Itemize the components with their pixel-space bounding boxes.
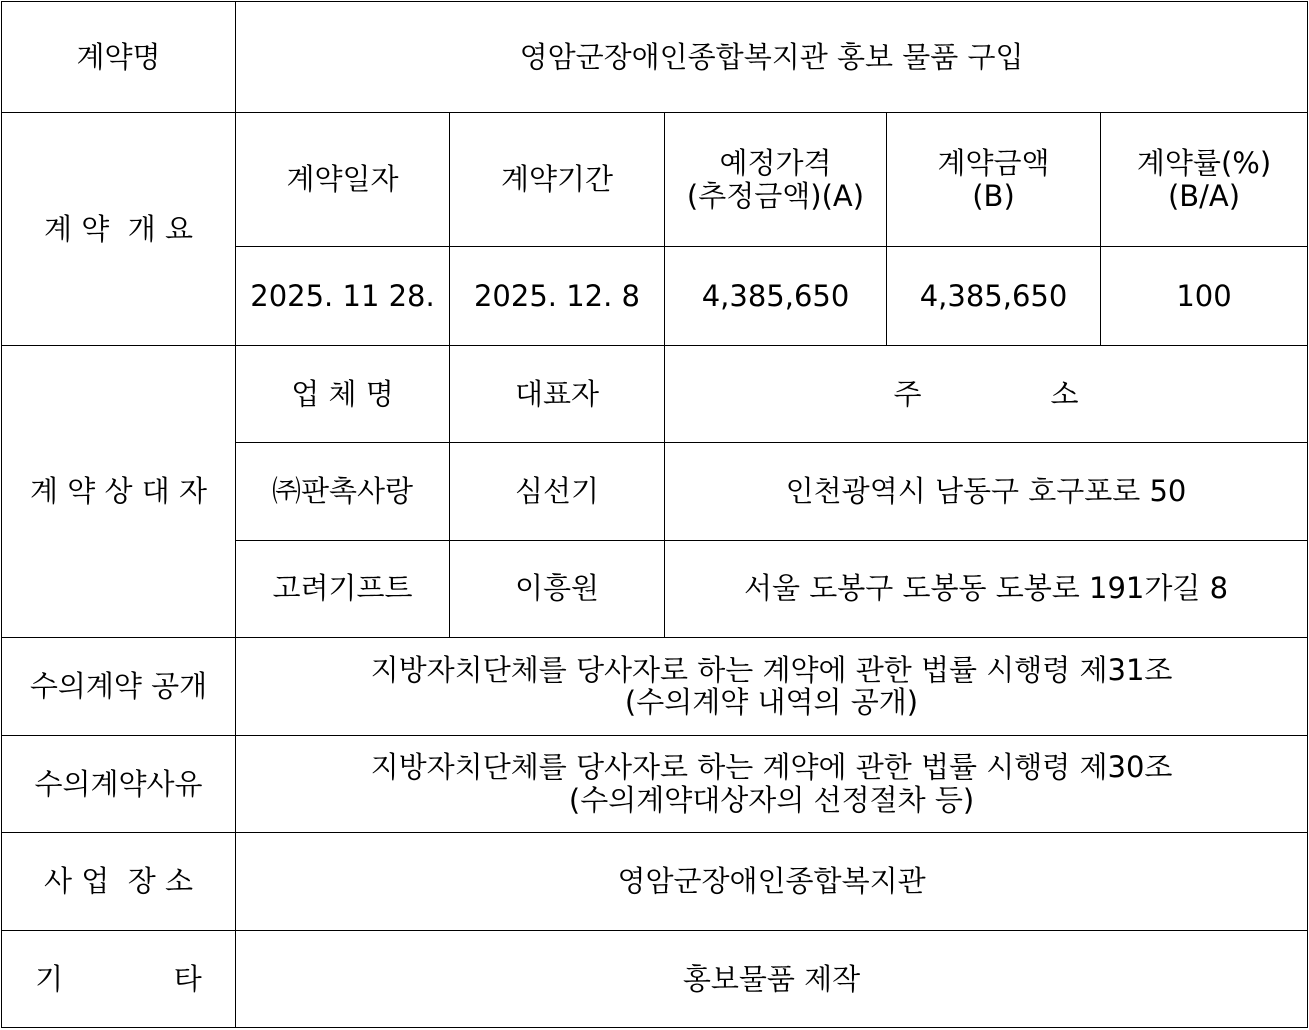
contract-disclosure-table bbox=[1, 1, 1308, 1028]
location-row bbox=[2, 832, 1308, 930]
overview-header-row bbox=[2, 113, 1308, 247]
contract-date-value: 2025. 11 28. bbox=[236, 247, 450, 346]
header-contract-amount-line2: (B) bbox=[972, 178, 1015, 213]
etc-row bbox=[2, 930, 1308, 1027]
disclosure-label: 수의계약 공개 bbox=[2, 637, 236, 735]
etc-value: 홍보물품 제작 bbox=[236, 930, 1308, 1027]
address-cell: 인천광역시 남동구 호구포로 50 bbox=[665, 443, 1308, 540]
contract-period-value: 2025. 12. 8 bbox=[450, 247, 665, 346]
reason-row bbox=[2, 735, 1308, 832]
reason-label: 수의계약사유 bbox=[2, 735, 236, 832]
header-contract-period: 계약기간 bbox=[450, 113, 665, 247]
reason-line2: (수의계약대상자의 선정절차 등) bbox=[568, 782, 975, 817]
header-company-name: 업 체 명 bbox=[236, 346, 450, 443]
header-address: 주 소 bbox=[665, 346, 1308, 443]
address-cell: 서울 도봉구 도봉동 도봉로 191가길 8 bbox=[665, 540, 1308, 637]
disclosure-value bbox=[236, 637, 1308, 735]
company-name-cell: 고려기프트 bbox=[236, 540, 450, 637]
header-estimated-price bbox=[665, 113, 887, 247]
header-contract-rate-line2: (B/A) bbox=[1167, 178, 1241, 213]
disclosure-line1: 지방자치단체를 당사자로 하는 계약에 관한 법률 시행령 제31조 bbox=[370, 652, 1173, 687]
contract-name-value: 영암군장애인종합복지관 홍보 물품 구입 bbox=[236, 2, 1308, 113]
contract-amount-value: 4,385,650 bbox=[887, 247, 1101, 346]
header-representative: 대표자 bbox=[450, 346, 665, 443]
header-contract-amount-line1: 계약금액 bbox=[937, 146, 1050, 181]
header-contract-date: 계약일자 bbox=[236, 113, 450, 247]
location-value: 영암군장애인종합복지관 bbox=[236, 832, 1308, 930]
counterparty-label: 계 약 상 대 자 bbox=[2, 346, 236, 637]
reason-value bbox=[236, 735, 1308, 832]
reason-line1: 지방자치단체를 당사자로 하는 계약에 관한 법률 시행령 제30조 bbox=[370, 750, 1173, 785]
contract-name-row bbox=[2, 2, 1308, 113]
representative-cell: 심선기 bbox=[450, 443, 665, 540]
counterparty-header-row bbox=[2, 346, 1308, 443]
header-estimated-price-line2: (추정금액)(A) bbox=[686, 178, 865, 213]
location-label: 사 업 장 소 bbox=[2, 832, 236, 930]
etc-label: 기 타 bbox=[2, 930, 236, 1027]
header-contract-rate-line1: 계약률(%) bbox=[1136, 146, 1272, 181]
header-contract-amount bbox=[887, 113, 1101, 247]
disclosure-row bbox=[2, 637, 1308, 735]
company-name-cell: ㈜판촉사랑 bbox=[236, 443, 450, 540]
header-contract-rate bbox=[1101, 113, 1308, 247]
contract-rate-value: 100 bbox=[1101, 247, 1308, 346]
disclosure-line2: (수의계약 내역의 공개) bbox=[624, 685, 919, 720]
contract-name-label: 계약명 bbox=[2, 2, 236, 113]
overview-label: 계 약 개 요 bbox=[2, 113, 236, 346]
header-estimated-price-line1: 예정가격 bbox=[719, 146, 832, 181]
representative-cell: 이흥원 bbox=[450, 540, 665, 637]
estimated-price-value: 4,385,650 bbox=[665, 247, 887, 346]
